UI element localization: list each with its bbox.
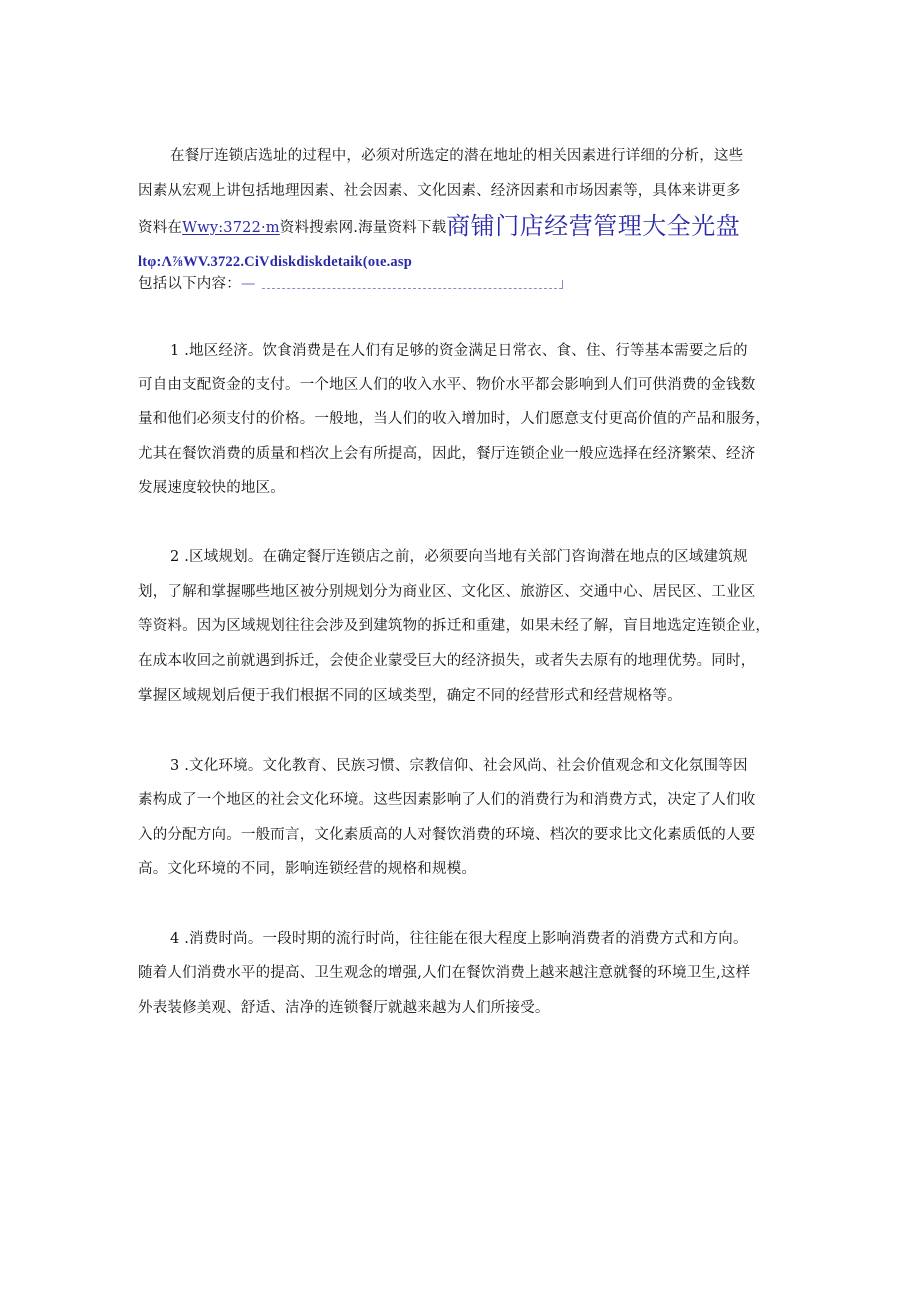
section-4-line-1: 4 .消费时尚。一段时期的流行时尚，往往能在很大程度上影响消费者的消费方式和方向。 — [170, 931, 748, 947]
intro-line-3 — [138, 214, 798, 238]
dash-mark: — — [240, 276, 256, 292]
section-3-line-1: 3 .文化环境。文化教育、民族习惯、宗教信仰、社会风尚、社会价值观念和文化氛围等因 — [170, 758, 748, 774]
section-2-line-5: 掌握区域规划后便于我们根据不同的区域类型，确定不同的经营形式和经营规格等。 — [138, 688, 682, 704]
intro-line-5-text: 包括以下内容： — [138, 276, 241, 292]
section-3-line-4: 高。文化环境的不同，影响连锁经营的规格和规模。 — [138, 861, 477, 877]
section-1-line-3: 量和他们必须支付的价格。一般地，当人们的收入增加时，人们愿意支付更高价值的产品和服务， — [138, 411, 771, 427]
intro-line-2: 因素从宏观上讲包括地理因素、社会因素、文化因素、经济因素和市场因素等，具体来讲更多 — [138, 183, 741, 199]
intro-line-5 — [138, 274, 798, 294]
dashed-rule — [262, 279, 562, 289]
resource-link[interactable]: Wwy:3722·m — [182, 220, 280, 236]
section-1-line-2: 可自由支配资金的支付。一个地区人们的收入水平、物价水平都会影响到人们可供消费的金钱数 — [138, 377, 756, 393]
url-line — [138, 252, 798, 272]
section-4-line-2: 随着人们消费水平的提高、卫生观念的增强,人们在餐饮消费上越来越注意就餐的环境卫生,这样 — [138, 965, 751, 981]
section-1-line-5: 发展速度较快的地区。 — [138, 480, 285, 496]
url-link[interactable]: ltφ:Λ⅞WV.3722.CiVdiskdiskdetaik(oιe.asp — [138, 254, 412, 270]
section-4-line-3: 外表装修美观、舒适、洁净的连锁餐厅就越来越为人们所接受。 — [138, 1000, 550, 1016]
rule-end-mark — [562, 280, 563, 289]
section-1-line-4: 尤其在餐饮消费的质量和档次上会有所提高，因此，餐厅连锁企业一般应选择在经济繁荣、经济 — [138, 446, 756, 462]
product-link[interactable]: 商铺门店经营管理大全光盘 — [446, 212, 741, 240]
section-2-line-4: 在成本收回之前就遇到拆迁，会使企业蒙受巨大的经济损失，或者失去原有的地理优势。同时， — [138, 653, 756, 669]
section-2-line-2: 划，了解和掌握哪些地区被分别规划分为商业区、文化区、旅游区、交通中心、居民区、工业区 — [138, 584, 756, 600]
intro-line-1: 在餐厅连锁店选址的过程中，必须对所选定的潜在地址的相关因素进行详细的分析，这些 — [170, 148, 744, 164]
section-3-line-3: 入的分配方向。一般而言，文化素质高的人对餐饮消费的环境、档次的要求比文化素质低的人要 — [138, 827, 756, 843]
section-2-line-1: 2 .区域规划。在确定餐厅连锁店之前，必须要向当地有关部门咨询潜在地点的区域建筑规 — [170, 549, 748, 565]
section-2-line-3: 等资料。因为区域规划往往会涉及到建筑物的拆迁和重建，如果未经了解，盲目地选定连锁企业， — [138, 618, 771, 634]
intro-line-3-mid: 资料搜索网.海量资料下载 — [279, 220, 447, 236]
section-1-line-1: 1 .地区经济。饮食消费是在人们有足够的资金满足日常衣、食、住、行等基本需要之后的 — [170, 343, 748, 359]
section-3-line-2: 素构成了一个地区的社会文化环境。这些因素影响了人们的消费行为和消费方式，决定了人们收 — [138, 792, 756, 808]
intro-line-3-prefix: 资料在 — [138, 220, 183, 236]
